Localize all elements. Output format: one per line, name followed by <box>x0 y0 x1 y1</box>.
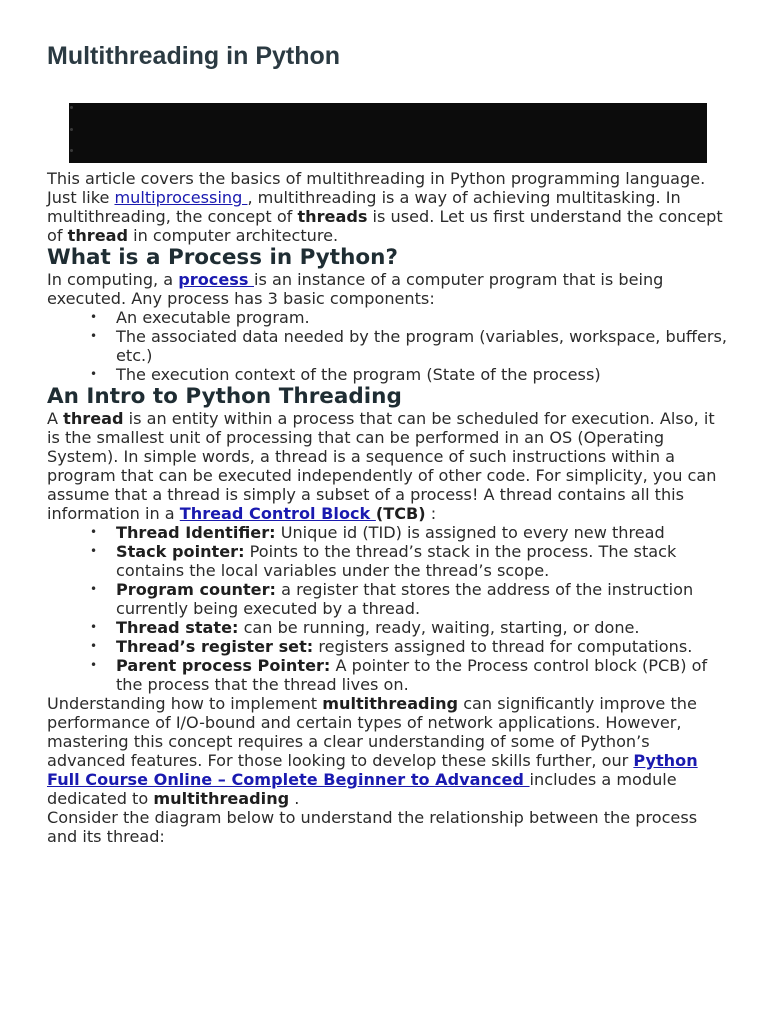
multiprocessing-link[interactable]: multiprocessing <box>114 188 248 207</box>
list-term: Thread’s register set: <box>116 637 314 656</box>
page-title: Multithreading in Python <box>47 42 341 70</box>
ad-banner <box>69 103 707 163</box>
list-item: • The associated data needed by the program (variables, workspace, buffers, etc.) <box>116 327 727 365</box>
list-item <box>116 542 727 580</box>
list-term: Thread Identifier: <box>116 523 276 542</box>
list-term: Program counter: <box>116 580 276 599</box>
list-item <box>116 523 727 542</box>
bold-term: multithreading <box>322 694 459 713</box>
list-desc: Unique id (TID) is assigned to every new thread <box>275 523 665 542</box>
bold-term: threads <box>297 207 368 226</box>
paragraph-text: . <box>289 789 300 808</box>
paragraph-text: includes a module dedicated to <box>47 770 677 808</box>
list-term: Parent process Pointer: <box>116 656 331 675</box>
process-components-list <box>47 308 727 384</box>
paragraph-text: In computing, a <box>47 270 179 289</box>
banner-dot <box>70 106 73 109</box>
list-term: Stack pointer: <box>116 542 245 561</box>
thread-paragraph <box>47 409 727 523</box>
tcb-list <box>47 523 727 694</box>
list-desc: a register that stores the address of the instruction currently being executed by a thread. <box>116 580 694 618</box>
intro-paragraph <box>47 169 727 245</box>
list-desc: can be running, ready, waiting, starting, or done. <box>238 618 640 637</box>
article-body <box>47 169 727 846</box>
bold-term: multithreading <box>153 789 290 808</box>
list-term: Thread state: <box>116 618 239 637</box>
banner-dot <box>70 149 73 152</box>
bold-term: (TCB) <box>375 504 426 523</box>
paragraph-text: is an entity within a process that can be scheduled for execution. Also, it is the smallest unit of processing that can be performed in an OS (Operating System). In simple words, a thread is a sequence of such instructions within a program that can be executed independently of other code. For simplicity, you can assume that a thread is simply a subset of a process! A thread contains all this information in a <box>47 409 717 523</box>
thread-control-block-link[interactable]: Thread Control Block <box>179 504 376 523</box>
list-desc: registers assigned to thread for computations. <box>313 637 693 656</box>
diagram-intro-paragraph: Consider the diagram below to understand the relationship between the process and its thread: <box>47 808 698 846</box>
list-item <box>116 618 727 637</box>
list-item: • The execution context of the program (State of the process) <box>116 365 727 384</box>
section-heading-threading: An Intro to Python Threading <box>47 384 402 409</box>
list-desc: Points to the thread’s stack in the process. The stack contains the local variables under the thread’s scope. <box>116 542 677 580</box>
list-item: • An executable program. <box>116 308 727 327</box>
intro-text: , multithreading is a way of achieving multitasking. In multithreading, the concept of <box>47 188 681 226</box>
list-item <box>116 637 727 656</box>
paragraph-text: Understanding how to implement <box>47 694 323 713</box>
multithreading-paragraph <box>47 694 727 808</box>
list-item <box>116 656 727 694</box>
list-desc: A pointer to the Process control block (PCB) of the process that the thread lives on. <box>116 656 708 694</box>
paragraph-text: A <box>47 409 64 428</box>
bold-term: thread <box>63 409 124 428</box>
process-link[interactable]: process <box>178 270 254 289</box>
python-course-link[interactable]: Python Full Course Online – Complete Beginner to Advanced <box>47 751 698 789</box>
paragraph-text: can significantly improve the performance of I/O-bound and certain types of network applications. However, mastering this concept requires a clear understanding of some of Python’s advanced features. For those looking to develop these skills further, our <box>47 694 697 770</box>
banner-dot <box>70 128 73 131</box>
bold-term: thread <box>67 226 129 245</box>
paragraph-text: is an instance of a computer program that is being executed. Any process has 3 basic components: <box>47 270 664 308</box>
section-heading-process: What is a Process in Python? <box>47 245 398 270</box>
intro-text: This article covers the basics of multithreading in Python programming language. Just like <box>47 169 706 207</box>
intro-text: is used. Let us first understand the concept of <box>47 207 723 245</box>
process-paragraph <box>47 270 727 308</box>
intro-text: in computer architecture. <box>128 226 339 245</box>
list-item <box>116 580 727 618</box>
paragraph-text: : <box>425 504 437 523</box>
